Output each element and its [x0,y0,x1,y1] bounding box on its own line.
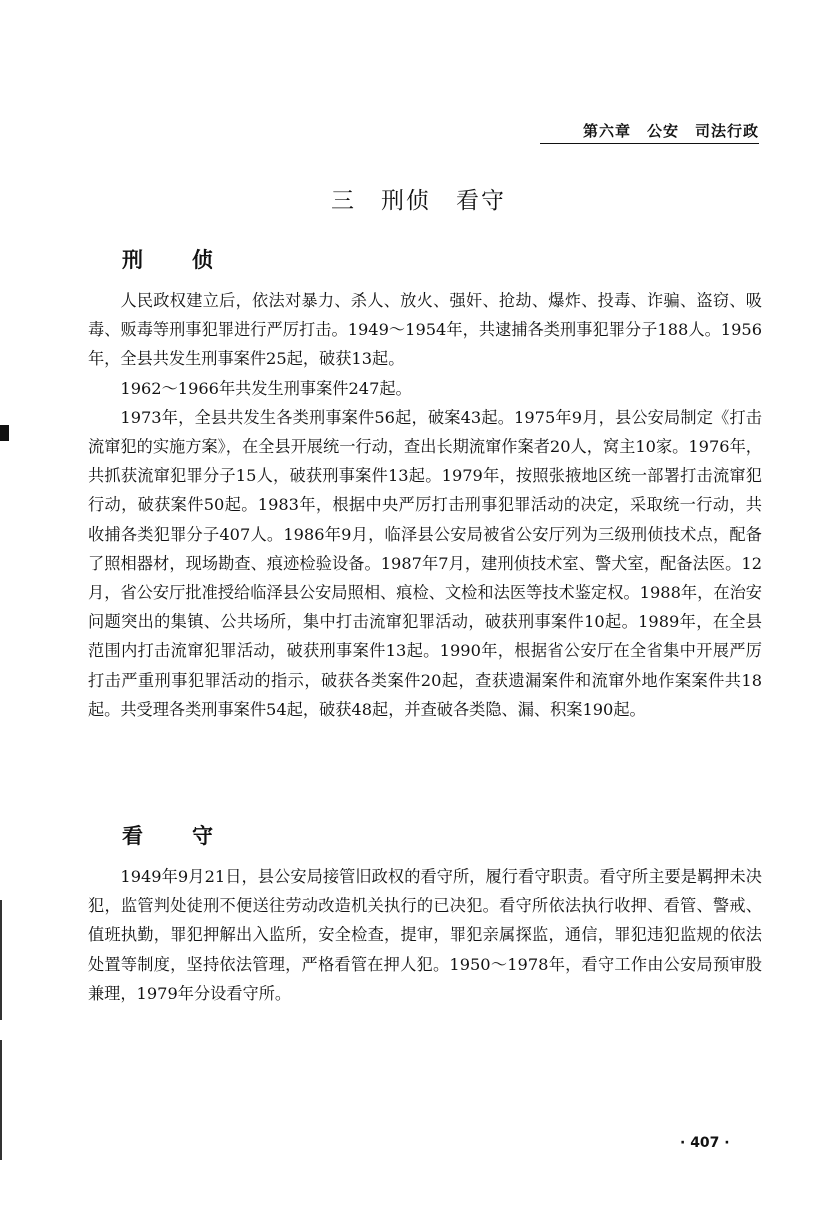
running-head-rule [540,143,759,144]
scan-margin-line [0,900,2,1020]
heading-detention: 看 守 [122,824,227,848]
scan-margin-mark [0,425,9,441]
detention-body [88,862,762,1008]
page-number: · 407 · [680,1135,730,1151]
scan-margin-line [0,1040,2,1160]
heading-criminal-investigation: 刑 侦 [122,248,227,272]
paragraph: 1973年，全县共发生各类刑事案件56起，破案43起。1975年9月，县公安局制定《打击流窜犯的实施方案》，在全县开展统一行动，查出长期流窜作案者20人，窝主10家。1976年，共抓获流窜犯罪分子15人，破获刑事案件13起。1979年，按照张掖地区统一部署打击流窜犯行动，破获案件50起。1983年，根据中央严厉打击刑事犯罪活动的决定，采取统一行动，共收捕各类犯罪分子407人。1986年9月，临泽县公安局被省公安厅列为三级刑侦技术点，配备了照相器材，现场勘查、痕迹检验设备。1987年7月，建刑侦技术室、警犬室，配备法医。12月，省公安厅批准授给临泽县公安局照相、痕检、文检和法医等技术鉴定权。1988年，在治安问题突出的集镇、公共场所，集中打击流窜犯罪活动，破获刑事案件10起。1989年，在全县范围内打击流窜犯罪活动，破获刑事案件13起。1990年，根据省公安厅在全省集中开展严厉打击严重刑事犯罪活动的指示，破获各类案件20起，查获遗漏案件和流窜外地作案案件共18起。共受理各类刑事案件54起，破获48起，并查破各类隐、漏、积案190起。 [88,407,762,719]
running-head: 第六章 公安 司法行政 [582,122,759,140]
paragraph: 1962～1966年共发生刑事案件247起。 [120,378,412,398]
paragraph: 1949年9月21日，县公安局接管旧政权的看守所，履行看守职责。看守所主要是羁押未决犯，监管判处徒刑不便送往劳动改造机关执行的已决犯。看守所依法执行收押、看管、警戒、值班执勤，罪犯押解出入监所，安全检查，提审，罪犯亲属探监，通信，罪犯违犯监规的依法处置等制度，坚持依法管理，严格看管在押人犯。1950～1978年，看守工作由公安局预审股兼理，1979年分设看守所。 [88,867,762,1003]
criminal-investigation-body [88,286,762,724]
section-title: 三 刑侦 看守 [331,188,506,214]
paragraph: 人民政权建立后，依法对暴力、杀人、放火、强奸、抢劫、爆炸、投毒、诈骗、盗窃、吸毒、贩毒等刑事犯罪进行严厉打击。1949～1954年，共逮捕各类刑事犯罪分子188人。1956年，全县共发生刑事案件25起，破获13起。 [88,291,762,369]
